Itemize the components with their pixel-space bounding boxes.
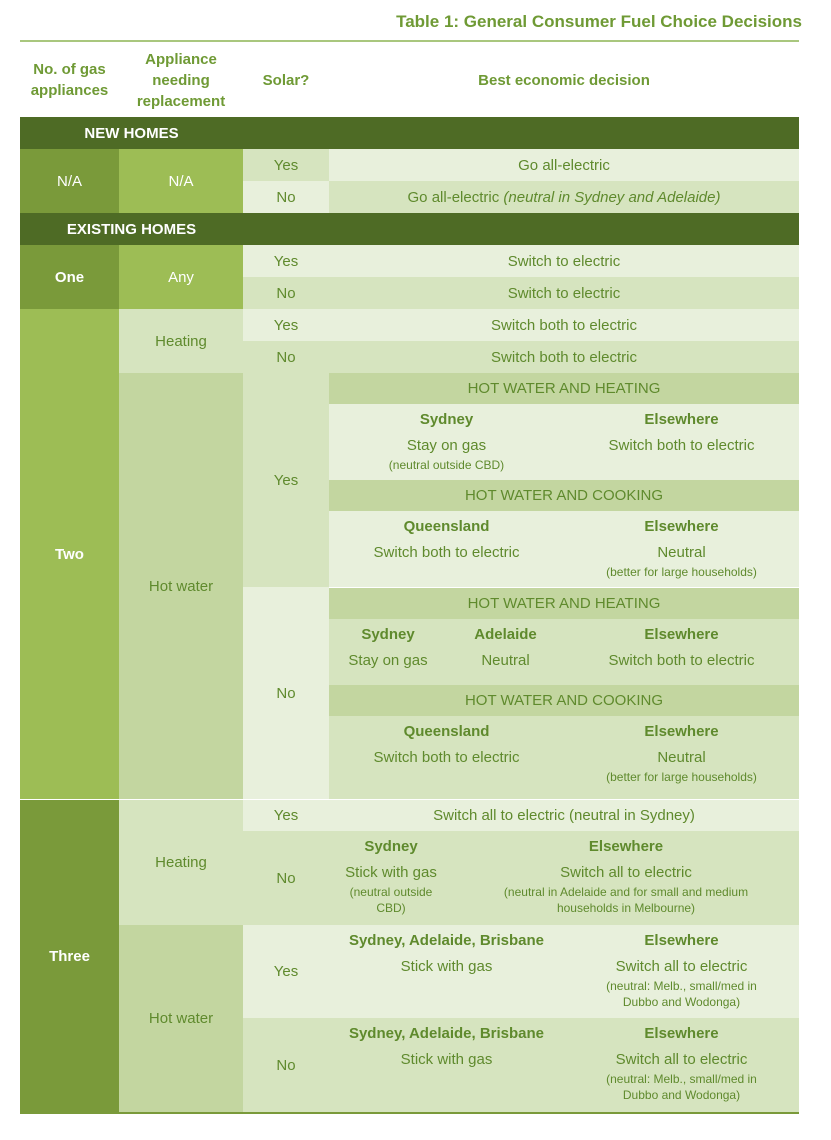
header-gas-count: No. of gas appliances bbox=[30, 61, 109, 99]
one-count: One bbox=[20, 245, 119, 309]
three-hw-no-sab bbox=[329, 1018, 564, 1112]
two-hw-no-sydney bbox=[329, 619, 447, 685]
title-divider bbox=[20, 40, 799, 42]
header-solar: Solar? bbox=[262, 71, 310, 89]
two-hw-yes-elsewhere1-text: Switch both to electric bbox=[608, 437, 755, 454]
two-hw-solar-no: No bbox=[243, 587, 329, 799]
new-no-decision bbox=[329, 181, 799, 213]
two-hw-no-queensland bbox=[329, 716, 564, 799]
three-heating-solar-no: No bbox=[243, 831, 329, 925]
new-solar-no: No bbox=[243, 181, 329, 213]
three-heating-no-elsewhere-heading: Elsewhere bbox=[588, 838, 664, 855]
two-hw-yes-sub-cooking: HOT WATER AND COOKING bbox=[329, 480, 799, 511]
two-hw-solar-yes: Yes bbox=[243, 373, 329, 587]
header-appliance: Appliance needing replacement bbox=[136, 50, 226, 110]
three-heating-no-sydney bbox=[329, 831, 453, 925]
two-hw-yes-sydney bbox=[329, 404, 564, 480]
two-hw-no-sub-cooking: HOT WATER AND COOKING bbox=[329, 685, 799, 716]
new-no-note: (neutral in Sydney and Adelaide) bbox=[503, 188, 721, 206]
three-count: Three bbox=[20, 800, 119, 1112]
three-hw-yes-sab-text: Stick with gas bbox=[400, 958, 493, 975]
two-hw-no-elsewhere2-note: (better for large households) bbox=[606, 770, 757, 784]
two-hw-no-sub-heating: HOT WATER AND HEATING bbox=[329, 588, 799, 619]
two-hw-no-queensland-heading: Queensland bbox=[403, 723, 490, 740]
two-hw-yes-sydney-text: Stay on gas bbox=[406, 437, 487, 454]
two-hw-no-elsewhere2-heading: Elsewhere bbox=[644, 723, 719, 740]
three-hw-yes-sab-heading: Sydney, Adelaide, Brisbane bbox=[348, 932, 545, 949]
three-heating-no-sydney-heading: Sydney bbox=[364, 838, 418, 855]
three-heating: Heating bbox=[119, 800, 243, 925]
two-hw-no-elsewhere1-heading: Elsewhere bbox=[644, 626, 719, 643]
two-heating-yes-decision: Switch both to electric bbox=[329, 309, 799, 341]
section-new-homes: NEW HOMES bbox=[84, 124, 179, 142]
one-appliance: Any bbox=[119, 245, 243, 309]
two-heating: Heating bbox=[119, 309, 243, 373]
section-band-existing bbox=[20, 213, 799, 245]
new-no-decision-text: Go all-electric bbox=[407, 188, 500, 206]
two-hw-yes-elsewhere1 bbox=[564, 404, 799, 480]
three-hw-solar-no: No bbox=[243, 1018, 329, 1112]
table-title: Table 1: General Consumer Fuel Choice Decisions bbox=[396, 12, 802, 31]
three-heating-no-elsewhere-text: Switch all to electric bbox=[560, 864, 692, 881]
two-hw-yes-elsewhere1-heading: Elsewhere bbox=[644, 411, 719, 428]
one-yes-decision: Switch to electric bbox=[329, 245, 799, 277]
three-heating-no-sydney-text: Stick with gas bbox=[345, 864, 437, 881]
one-solar-yes: Yes bbox=[243, 245, 329, 277]
three-heating-no-sydney-note: (neutral outside CBD) bbox=[349, 885, 433, 915]
new-solar-yes: Yes bbox=[243, 149, 329, 181]
two-hw-yes-queensland-heading: Queensland bbox=[403, 518, 490, 535]
three-hw-no-elsewhere bbox=[564, 1018, 799, 1112]
one-solar-no: No bbox=[243, 277, 329, 309]
new-count: N/A bbox=[20, 149, 119, 213]
three-heating-no-elsewhere bbox=[453, 831, 799, 925]
two-hw-no-elsewhere1-text: Switch both to electric bbox=[608, 652, 755, 669]
three-hw-yes-elsewhere-text: Switch all to electric bbox=[615, 958, 748, 975]
two-hw-yes-sub-heating: HOT WATER AND HEATING bbox=[329, 373, 799, 404]
two-hw-yes-elsewhere2 bbox=[564, 511, 799, 587]
three-hw-no-elsewhere-text: Switch all to electric bbox=[615, 1051, 748, 1068]
three-hot-water: Hot water bbox=[119, 925, 243, 1112]
section-band-new bbox=[20, 117, 799, 149]
three-hw-yes-sab bbox=[329, 925, 564, 1018]
three-hw-no-sab-heading: Sydney, Adelaide, Brisbane bbox=[348, 1025, 545, 1042]
header-decision: Best economic decision bbox=[478, 71, 650, 89]
two-hw-yes-elsewhere2-heading: Elsewhere bbox=[644, 518, 719, 535]
two-hw-no-elsewhere1 bbox=[564, 619, 799, 685]
two-hw-yes-queensland bbox=[329, 511, 564, 587]
two-hw-no-sydney-text: Stay on gas bbox=[348, 652, 428, 669]
two-hw-no-adelaide bbox=[447, 619, 564, 685]
two-hw-no-adelaide-text: Neutral bbox=[481, 652, 530, 669]
one-no-decision: Switch to electric bbox=[329, 277, 799, 309]
new-yes-decision: Go all-electric bbox=[329, 149, 799, 181]
table-bottom-border bbox=[20, 1112, 799, 1114]
two-hw-no-queensland-text: Switch both to electric bbox=[373, 749, 520, 766]
two-heating-no-decision: Switch both to electric bbox=[329, 341, 799, 373]
two-hw-no-elsewhere2-text: Neutral bbox=[657, 749, 706, 766]
three-hw-no-elsewhere-heading: Elsewhere bbox=[644, 1025, 719, 1042]
two-hot-water: Hot water bbox=[119, 373, 243, 799]
three-heating-yes-decision: Switch all to electric (neutral in Sydney) bbox=[329, 800, 799, 831]
three-hw-no-elsewhere-note: (neutral: Melb., small/med in Dubbo and Wodonga) bbox=[606, 1072, 757, 1102]
two-heating-solar-yes: Yes bbox=[243, 309, 329, 341]
section-existing-homes: EXISTING HOMES bbox=[66, 220, 197, 238]
two-hw-yes-elsewhere2-note: (better for large households) bbox=[606, 565, 757, 579]
two-hw-yes-sydney-heading: Sydney bbox=[419, 411, 474, 428]
three-hw-yes-elsewhere-heading: Elsewhere bbox=[644, 932, 719, 949]
three-hw-yes-elsewhere bbox=[564, 925, 799, 1018]
three-hw-no-sab-text: Stick with gas bbox=[400, 1051, 493, 1068]
two-hw-yes-elsewhere2-text: Neutral bbox=[657, 544, 706, 561]
three-heating-no-elsewhere-note: (neutral in Adelaide and for small and medium households in Melbourne) bbox=[503, 885, 749, 915]
two-hw-no-sydney-heading: Sydney bbox=[361, 626, 415, 643]
new-appliance: N/A bbox=[119, 149, 243, 213]
two-count: Two bbox=[20, 309, 119, 799]
three-hw-solar-yes: Yes bbox=[243, 925, 329, 1018]
two-hw-yes-queensland-text: Switch both to electric bbox=[373, 544, 520, 561]
three-heating-solar-yes: Yes bbox=[243, 800, 329, 831]
two-hw-no-adelaide-heading: Adelaide bbox=[474, 626, 537, 643]
two-hw-yes-sydney-note: (neutral outside CBD) bbox=[388, 458, 505, 472]
two-hw-no-elsewhere2 bbox=[564, 716, 799, 799]
two-heating-solar-no: No bbox=[243, 341, 329, 373]
three-hw-yes-elsewhere-note: (neutral: Melb., small/med in Dubbo and Wodonga) bbox=[606, 979, 757, 1009]
